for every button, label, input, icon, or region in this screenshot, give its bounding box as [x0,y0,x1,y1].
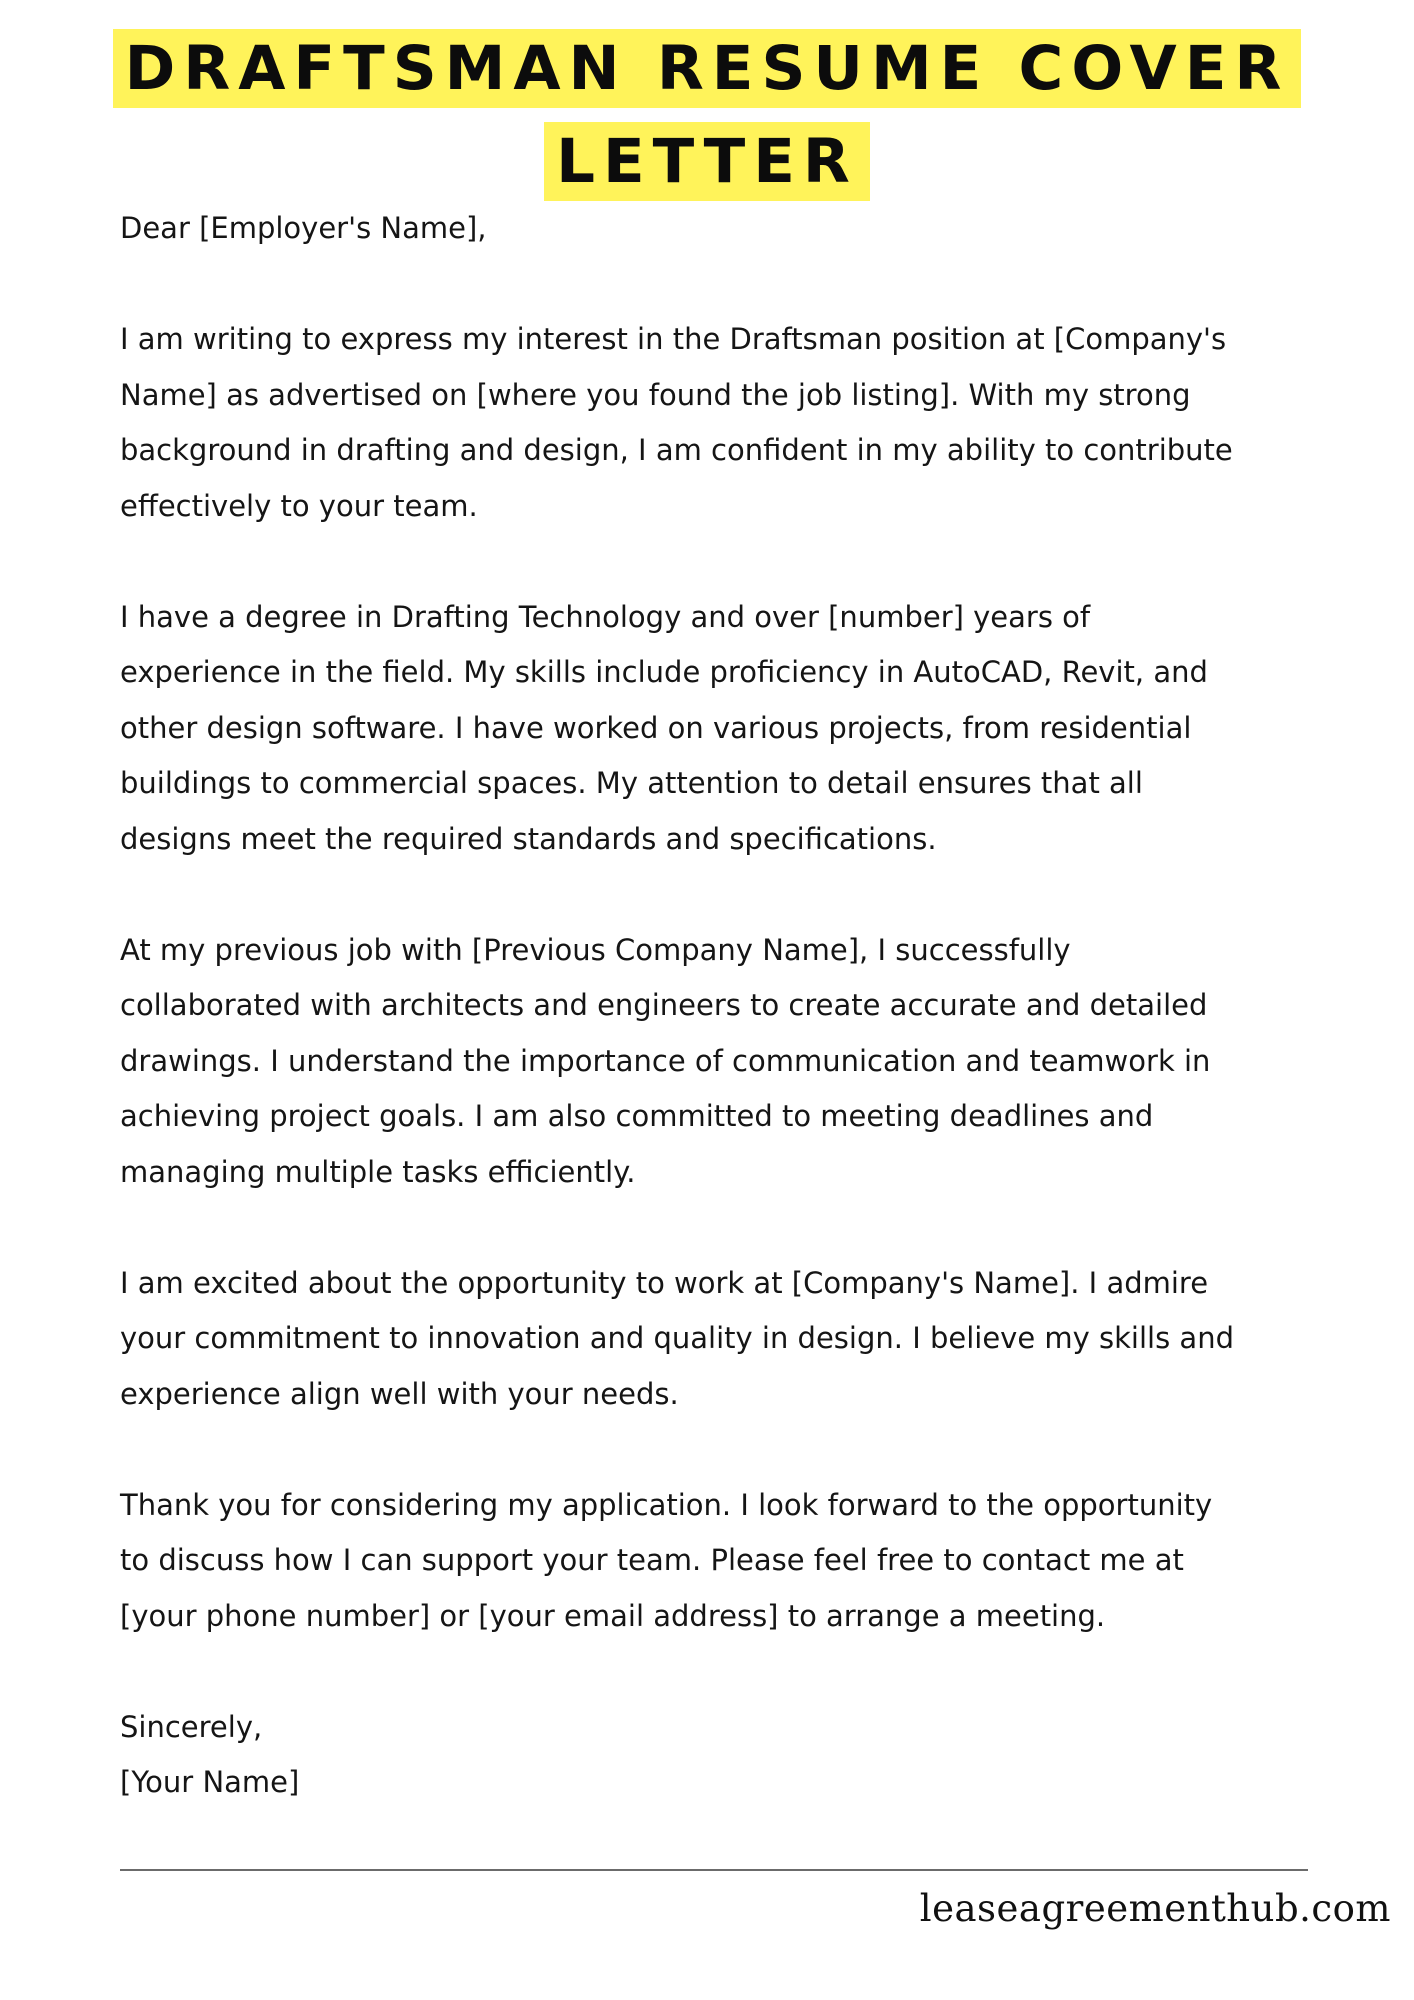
paragraph-experience [120,923,1320,1201]
paragraph-line: background in drafting and design, I am confident in my ability to contribute [120,433,1233,467]
footer-divider [120,1869,1308,1871]
closing-salutation: Sincerely, [120,1709,263,1744]
paragraph-line: achieving project goals. I am also committed to meeting deadlines and [120,1099,1154,1133]
paragraph-line: experience in the field. My skills include proficiency in AutoCAD, Revit, and [120,655,1208,689]
paragraph-line: your commitment to innovation and quality in design. I believe my skills and [120,1321,1234,1355]
paragraph-line: buildings to commercial spaces. My attention to detail ensures that all [120,766,1143,800]
paragraph-line: effectively to your team. [120,488,478,523]
paragraph-line: experience align well with your needs. [120,1376,679,1411]
document-title [0,22,1414,208]
title-highlight [113,29,1302,201]
paragraph-line: drawings. I understand the importance of communication and teamwork in [120,1043,1211,1078]
paragraph-line: I am excited about the opportunity to work at [Company's Name]. I admire [120,1265,1209,1300]
paragraph-motivation [120,1256,1320,1423]
paragraph-line: managing multiple tasks efficiently. [120,1154,636,1189]
sign-off [120,1700,1320,1811]
paragraph-line: collaborated with architects and engineers to create accurate and detailed [120,988,1208,1022]
paragraph-line: At my previous job with [Previous Company Name], I successfully [120,932,1071,967]
paragraph-line: [your phone number] or [your email address] to arrange a meeting. [120,1598,1106,1633]
paragraph-line: Name] as advertised on [where you found the job listing]. With my strong [120,377,1191,412]
paragraph-line: I have a degree in Drafting Technology and over [number] years of [120,599,1091,634]
signature-name: [Your Name] [120,1765,300,1799]
paragraph-line: Thank you for considering my application. I look forward to the opportunity [120,1487,1213,1522]
brand-watermark: leaseagreementhub.com [919,1887,1391,1930]
paragraph-line: other design software. I have worked on various projects, from residential [120,710,1192,745]
paragraph-line: designs meet the required standards and specifications. [120,821,937,856]
letter-body [120,201,1320,1811]
paragraph-line: to discuss how I can support your team. Please feel free to contact me at [120,1543,1184,1577]
title-line-2: LETTER [556,126,858,197]
greeting-text: Dear [Employer's Name], [120,211,487,245]
paragraph-intro [120,312,1320,534]
paragraph-closing-remarks [120,1478,1320,1645]
title-line-1: DRAFTSMAN RESUME COVER [124,33,1290,104]
paragraph-qualifications [120,590,1320,868]
paragraph-line: I am writing to express my interest in the Draftsman position at [Company's [120,322,1227,356]
greeting [120,201,1320,257]
